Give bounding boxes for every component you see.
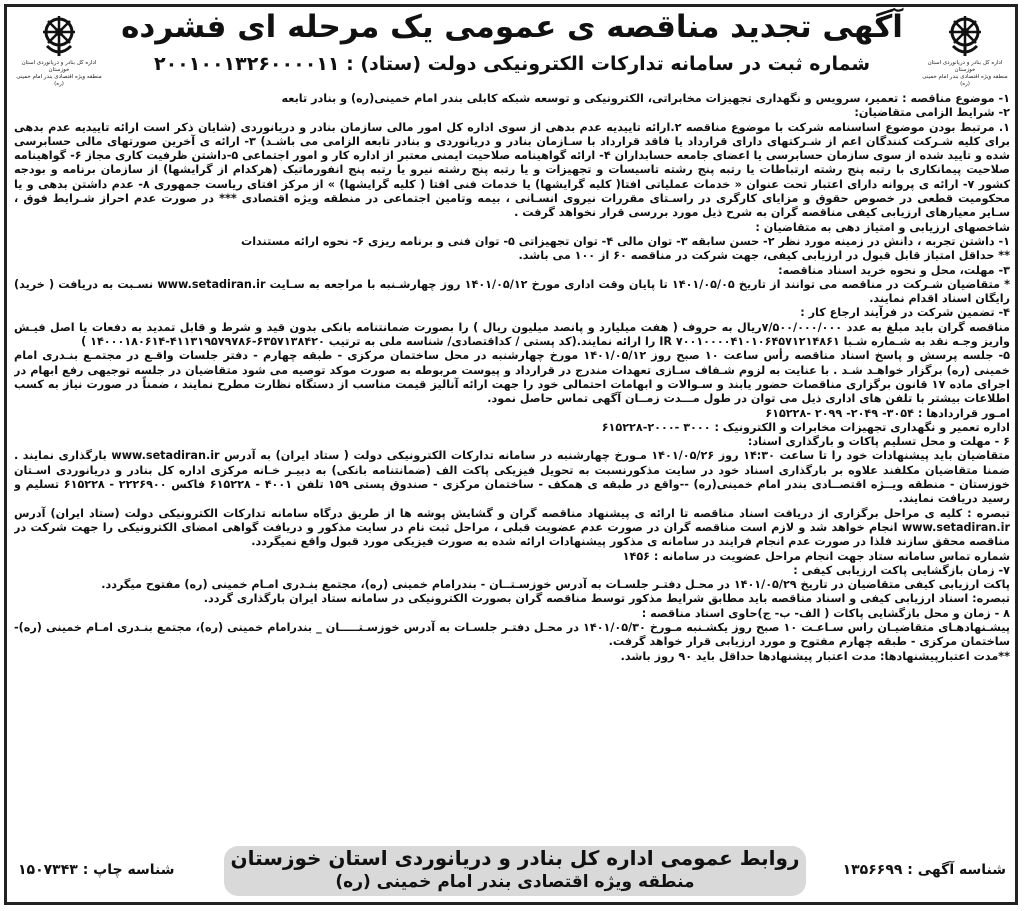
logo-caption-right: اداره کل بنادر و دریانوردی استان خوزستان منطقه ویژه اقتصادی بندر امام خمینی (ره)	[922, 60, 1008, 87]
section-subject: ۱- موضوع مناقصه : تعمیر، سرویس و نگهداری تجهیزات مخابراتی، الکترونیکی و توسعه شبکه کابلی بندر امام خمینی(ره) و بنادر تابعه	[281, 92, 1010, 105]
logo-left	[14, 14, 104, 88]
logo-caption-left: اداره کل بنادر و دریانوردی استان خوزستان منطقه ویژه اقتصادی بندر امام خمینی (ره)	[16, 60, 102, 87]
contracts-phone: امـور قراردادها : ۳۰۵۴- ۲۰۴۹- ۲۰۹۹ -۶۱۵۲۲۸	[765, 406, 1010, 420]
section-submission-heading: ۶ - مهلت و محل تسلیم پاکات و بارگذاری اسناد:	[747, 435, 1010, 449]
section-quality-opening-text: پاکت ارزیابی کیفی متقاضیان در تاریخ ۱۴۰۱/۰۵/۲۹ در محـل دفتـر جلسـات به آدرس خوزسـتــان - بندرامام خمینی (ره)، مجتمع بنـدری امـام خمینی (ره) مفتوح میگردد.	[101, 578, 1010, 592]
section-requirements-text: ۱. مرتبط بودن موضوع اساسنامه شرکت با موضوع مناقصه ۲.ارائه تاییدیه عدم بدهی از سوی اداره کل امور مالی سازمان بنادر و دریانوردی (شایان ذکر است ارائه تاییدیه عدم بدهی برای کلیه شـرکت کنندگان اعم از شـرکتهای دارای قرارداد یا فاقد قرارداد با سـازمان بنادر و دریانوردی و بنادر تابعه الزامی می باشـد) ۳- ارائه ی آخرین صورتهای مالی حسابرسی شده و تایید شده از سوی سازمان حسابرسی یا اعضای جامعه حسابداران ۴- ارائه گواهینامه صلاحیت ایمنی معتبر از اداره کار و امور اجتماعی ۵-داشتن ظرفیت کاری مجاز ۶- گواهینامه صلاحیت پیمانکاری با رتبه پنج رشته ارتباطات یا رتبه پنج رشته تاسیسات و تجهیزات و یا رتبه پنج رشته نیرو یا رتبه پنج انفورماتیک (هرکدام از گرایشها) از سازمان برنامه و بودجه کشور ۷- ارائه ی پروانه دارای اعتبار تحت عنوان « خدمات عملیاتی افتا( کلیه گرایشها) یا خدمات فنی افتا ( کلیه گرایشها) » از مرکز افتای ریاست جمهوری ۸- عدم داشتن بدهی و یا محکومیت قطعی در خصوص حقوق و مزایای کارگری در راسـتای مقررات نیروی انسـانی ، بیمه وتامین اجتماعی در منطقه ویژه اقتصادی *** در صورت عدم احراز شـرایط فوق ، سـایر معیارهای ارزیابی کیفی مناقصه گران به شرح ذیل مورد بررسی قرار نخواهد گرفت .	[14, 120, 1010, 220]
footer	[10, 846, 1014, 898]
section-guarantee-heading: ۴- تضمین شرکت در فرآیند ارجاع کار :	[800, 306, 1010, 320]
section-purchase-text: * متقاضیان شـرکت در مناقصه می توانند از تاریخ ۱۴۰۱/۰۵/۰۵ تا پایان وقت اداری مورخ ۱۴۰۱/۰۵/۱۲ روز چهارشـنبه با مراجعه به سـایت www.setadiran.ir نسـبت به دریافت ( خرید) رایگان اسناد اقدام نمایند.	[14, 277, 1010, 306]
section-quality-note: تبصره: اسناد ارزیابی کیفی و اسناد مناقصه باید مطابق شرایط مذکور توسط مناقصه گران بصورت الکترونیکی در سامانه ستاد ایران بارگذاری گردد.	[203, 592, 1010, 606]
ad-id: شناسه آگهی : ۱۳۵۶۶۹۹	[842, 862, 1006, 878]
section-submission-text: متقاضیان باید پیشنهادات خود را تا ساعت ۱۴:۳۰ روز ۱۴۰۱/۰۵/۲۶ مـورخ چهارشنبه در سامانه تدارکات الکترونیکی دولت ( ستاد ایران) به آدرس www.setadiran.ir بارگذاری نمایند . ضمنا متقاضیان مکلفند علاوه بر بارگذاری اسناد خود در سایت مذکورنسبت به تحویل فیزیکی پاکت الف (ضمانتنامه بانکی) به دبیـر خـانه مرکزی اداره کل بنادر و دریانوردی اسـتان خوزستان - منطقه ویــژه اقتصــادی بندر امام خمینی(ره) --واقع در طبقه ی همکف - ساختمان مرکزی - صندوق پستی ۱۵۹ تلفن ۴۰۰۱ - ۶۱۵۲۲۸ فاکس ۲۲۲۶۹۰۰ - ۶۱۵۲۲۸ تسلیم و رسید دریافت نمایند.	[14, 449, 1010, 506]
setad-contact: شماره تماس سامانه ستاد جهت انجام مراحل عضویت در سامانه : ۱۴۵۶	[622, 549, 1010, 563]
page-title: آگهی تجدید مناقصه ی عمومی یک مرحله ای فشرده	[121, 9, 903, 45]
header	[0, 0, 1024, 92]
footer-org-line2: منطقه ویژه اقتصادی بندر امام خمینی (ره)	[335, 872, 695, 892]
section-envelope-opening-text: پیشـنهادهـای متقاضیـان راس سـاعـت ۱۰ صبح روز یکشـنبه مـورخ ۱۴۰۱/۰۵/۳۰ در محـل دفتـر جلسـات به آدرس خوزسـتـــــان _ بندرامام خمینی (ره)، مجتمع بنـدری امـام خمینی (ره)- ساختمان مرکزی - طبقه چهارم مفتوح و مورد ارزیابی قرار خواهد گرفت.	[14, 620, 1010, 649]
section-envelope-opening-heading: ۸ - زمان و محل بازگشایی پاکات ( الف- ب- ج)حاوی اسناد مناقصه :	[641, 606, 1010, 620]
announcement-body	[14, 92, 1010, 844]
footer-org-box	[224, 846, 806, 896]
section-validity: **مدت اعتبارپیشنهادها: مدت اعتبار پیشنهادها حداقل باید ۹۰ روز باشد.	[620, 649, 1010, 663]
section-guarantee-text: مناقصه گران باید مبلغ به عدد ۷/۵۰۰/۰۰۰/۰۰۰ریال به حروف ( هفت میلیارد و پانصد میلیون ریال ) را بصورت ضمانتنامه بانکی بدون قید و شرط و قابل تمدید به دفعات یا اصل فیـش واریز وجـه نقد به شـماره شـبا IR ۷۰۰۱۰۰۰۰۴۱۰۱۰۶۴۵۷۱۲۱۴۸۶۱ را ارائه نمایند.(کد پستی / کداقتصادی/ شناسه ملی به ترتیب ۶۳۵۷۱۳۸۴۲۰-۴۱۱۳۱۹۵۷۹۷۸۶-۱۴۰۰۰۱۸۰۶۱۴ )	[14, 320, 1010, 349]
title-block	[110, 6, 914, 78]
logo-right	[920, 14, 1010, 88]
maintenance-phone: اداره تعمیر و نگهداری تجهیزات مخابرات و الکترونیک : ۳۰۰۰ -۲۰۰۰-۶۱۵۲۲۸	[601, 420, 1010, 434]
section-quality-opening-heading: ۷- زمان بازگشایی پاکت ارزیابی کیفی :	[793, 563, 1010, 577]
section-requirements-heading: ۲- شرایط الزامی متقاضیان:	[854, 106, 1010, 120]
registration-number: شماره ثبت در سامانه تدارکات الکترونیکی دولت (ستاد) : ۲۰۰۱۰۰۱۳۲۶۰۰۰۰۱۱	[153, 53, 871, 75]
footer-org-line1: روابط عمومی اداره کل بنادر و دریانوردی استان خوزستان	[230, 846, 800, 870]
section-meeting-text: ۵- جلسه پرسش و پاسخ اسناد مناقصه رأس ساعت ۱۰ صبح روز ۱۴۰۱/۰۵/۱۲ مورخ چهارشنبه در محل ساختمان مرکزی - طبقه چهارم - دفتر جلسات واقـع در مجتمـع بنـدری امام خمینی (ره) برگزار خواهـد شـد . با عنایت به لزوم شـفاف سـازی تعهدات مندرج در قرارداد و پیوست مربوطه به صورت موکد توصیه می شود متقاضیان در جلسه توجیهی رفع ابهام در اجرای ماده ۱۷ قانون برگزاری مناقصات حضور یابند و سـوالات و ابهامات احتمالی خود را جهت ارائه آنالیز قیمت مناسب از دستگاه نظارت مطرح نمایند ، ضمناً در صورت نیاز به کسب اطلاعات بیشتر با تلفن های اداری ذیل می توان در طول مـــدت زمــان آگهی تماس حاصل نمود.	[14, 349, 1010, 406]
section-purchase-heading: ۳- مهلت، محل و نحوه خرید اسناد مناقصه:	[778, 263, 1010, 277]
anchor-wheel-icon	[39, 14, 79, 58]
anchor-wheel-icon	[945, 14, 985, 58]
section-note-setad: تبصره : کلیه ی مراحل برگزاری از دریافت اسناد مناقصه تا ارائه ی پیشنهاد مناقصه گران و گشایش پوشه ها از طریق درگاه سامانه تدارکات الکترونیکی دولت (ستاد ایران) آدرس www.setadiran.ir انجام خواهد شد و لازم است مناقصه گران در صورت عدم عضویت قبلی ، مراحل ثبت نام در سایت مذکور و دریافت گواهی امضای الکترونیکی را جهت شرکت در مناقصه محقق سازند فلذا در صورت عدم انجام فرایند در سامانه ی مذکور پیشنهادات ارائه شده به صورت فیزیکی مورد قبول واقع نمیگردد.	[14, 506, 1010, 549]
print-id: شناسه چاپ : ۱۵۰۷۳۴۳	[18, 862, 175, 878]
section-min-score: ** حداقل امتیاز قابل قبول در ارزیابی کیفی، جهت شرکت در مناقصه ۶۰ از ۱۰۰ می باشد.	[518, 249, 1010, 263]
section-criteria-heading: شاخصهای ارزیابی و امتیاز دهی به متقاضیان :	[755, 220, 1010, 234]
section-criteria-list: ۱- داشتن تجربه ، دانش در زمینه مورد نظر ۲- حسن سابقه ۳- توان مالی ۴- توان تجهیزاتی ۵- توان فنی و برنامه ریزی ۶- نحوه ارائه مستندات	[240, 234, 1010, 248]
